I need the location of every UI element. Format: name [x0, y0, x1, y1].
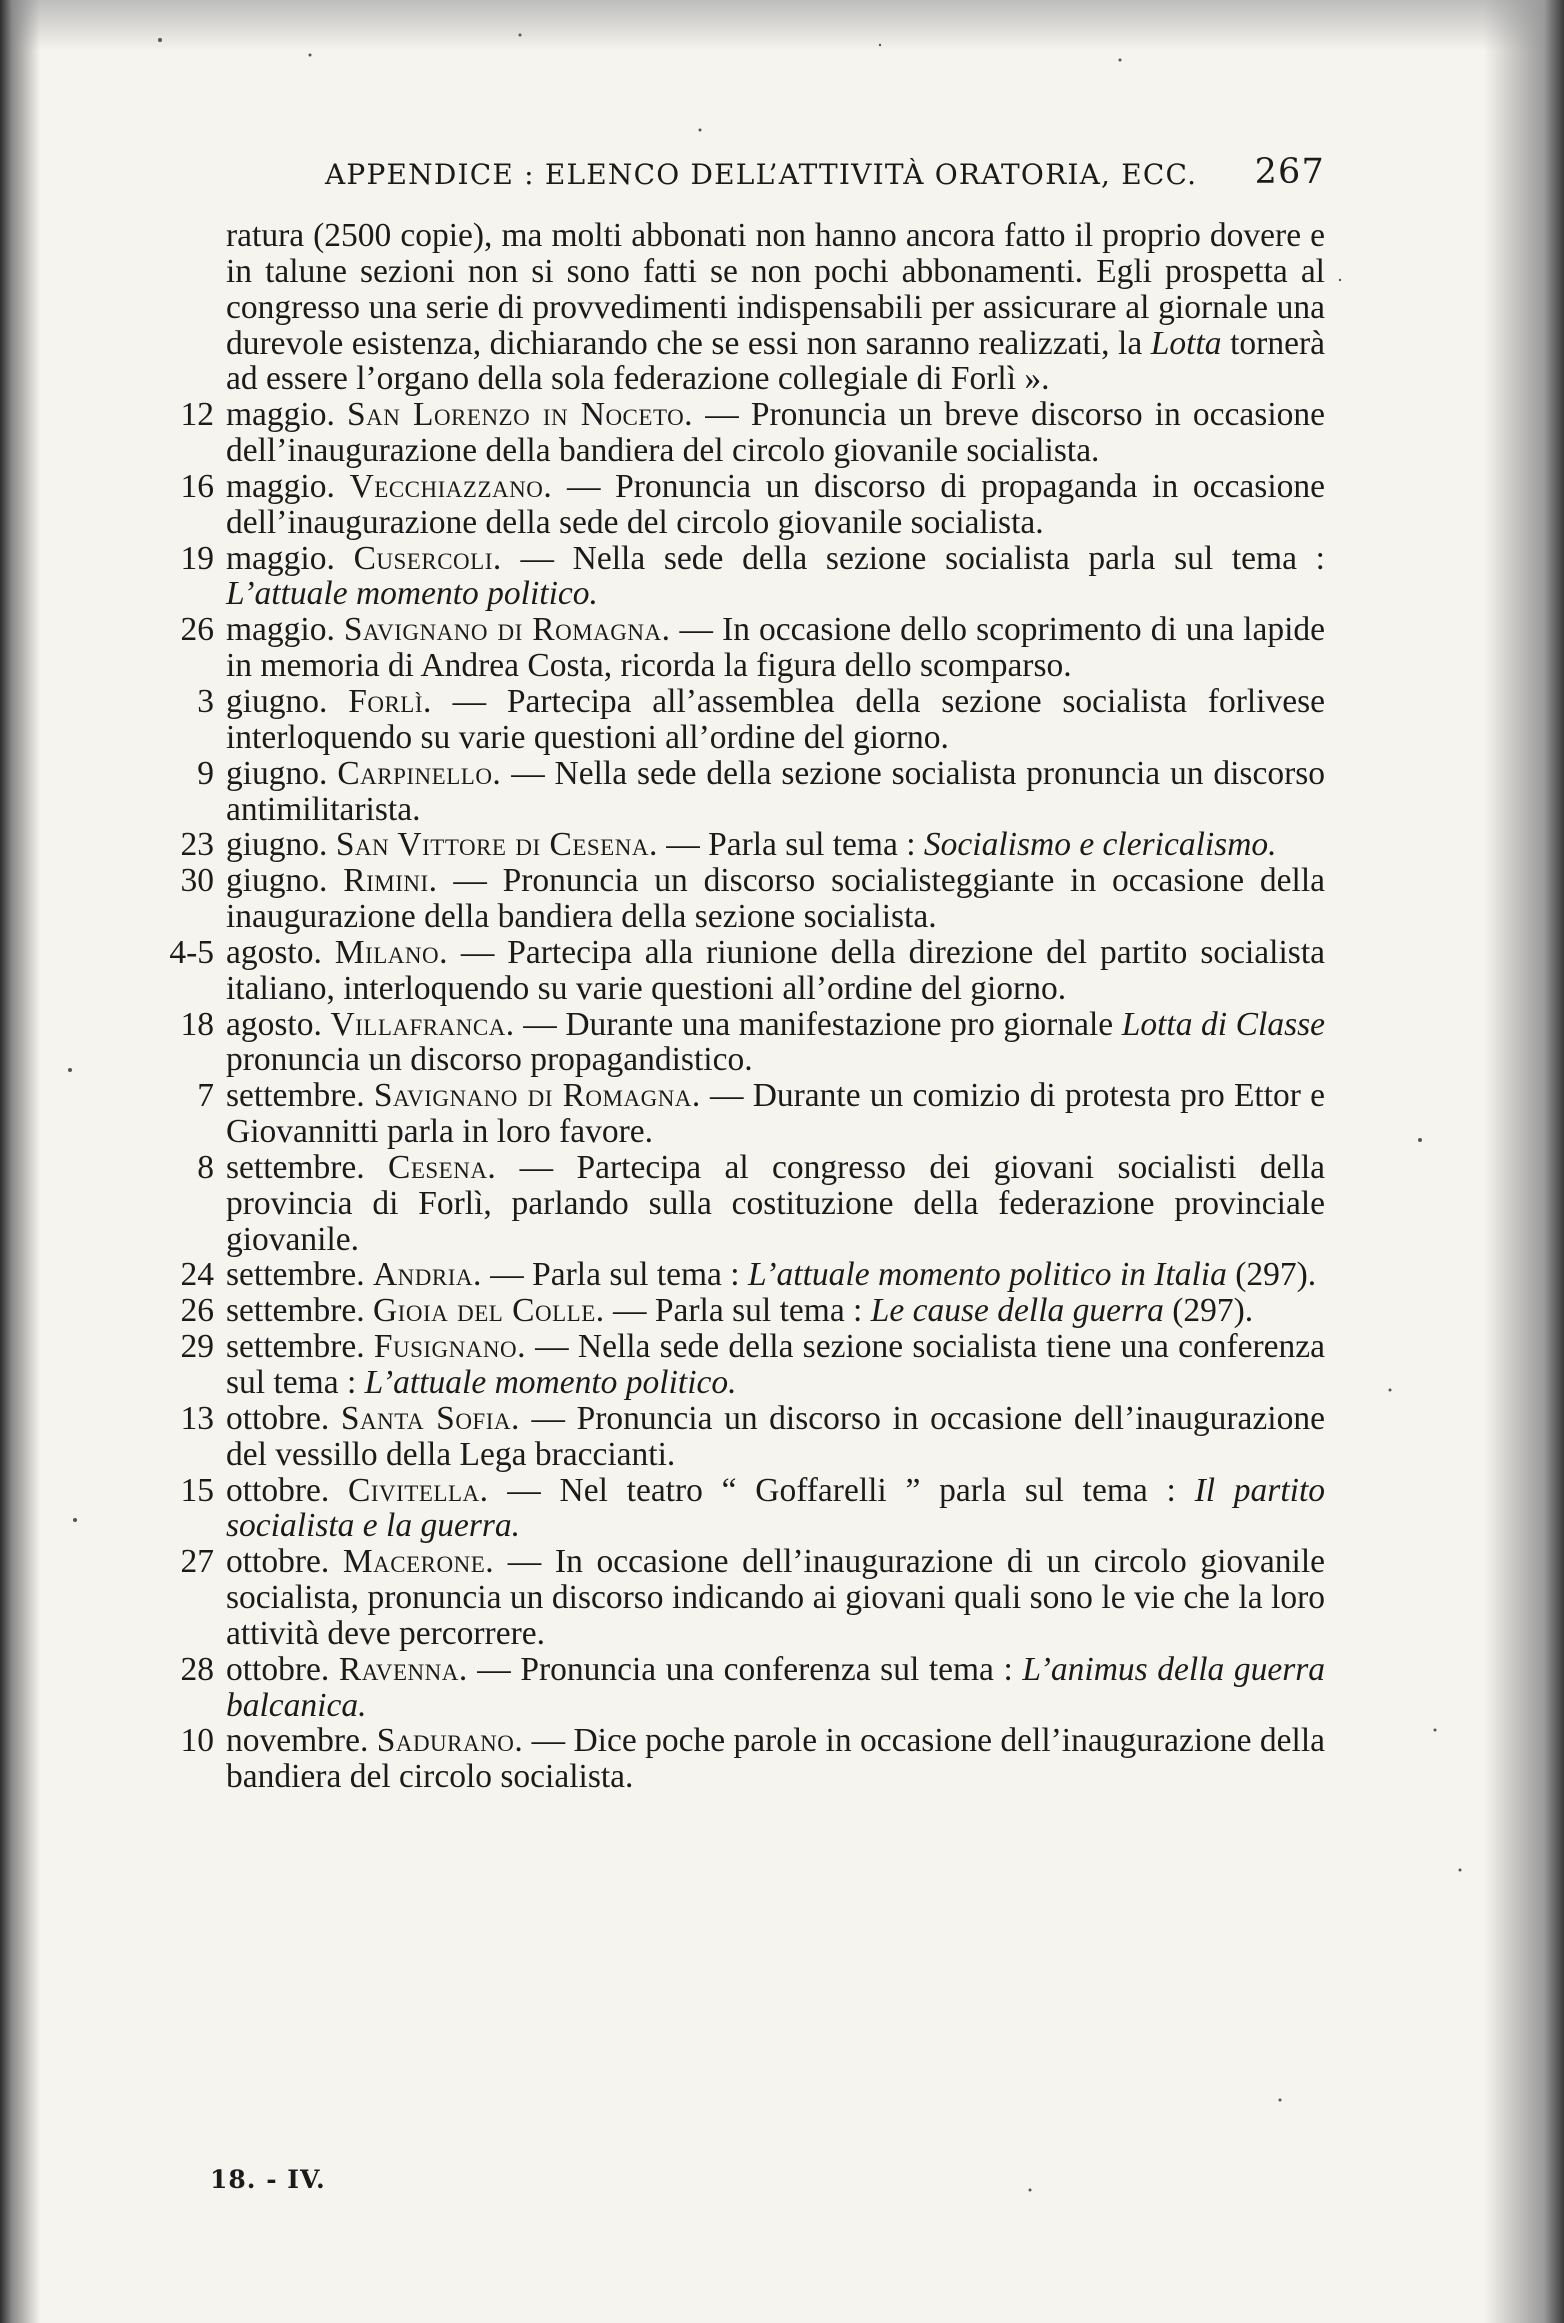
entry-month: settembre. — [226, 1256, 365, 1294]
entry-place: Villafranca. — [330, 1005, 515, 1043]
entry-day: 13 — [180, 1399, 214, 1437]
entry-title: L’attuale momento politico in Italia — [747, 1256, 1227, 1294]
entry-day: 15 — [180, 1471, 214, 1509]
entry-title: L’attuale momento politico. — [364, 1364, 737, 1401]
chronology-entry — [160, 827, 1325, 863]
entry-month: giugno. — [226, 682, 328, 720]
chronology-entry — [160, 1723, 1325, 1795]
entry-place: Fusignano. — [373, 1328, 526, 1366]
chronology-entry — [160, 397, 1325, 469]
running-title: APPENDICE : ELENCO DELL’ATTIVITÀ ORATORIA, ECC. — [325, 158, 1198, 191]
entry-text: — Durante una manifestazione pro giornale — [523, 1005, 1122, 1043]
signature-mark: 18. - IV. — [210, 2165, 326, 2194]
chronology-entry — [160, 863, 1325, 935]
entry-text: — In occasione dell’inaugurazione di un circolo giovanile socialista, pronuncia un discorso indicando ai giovani quali sono le vie che la loro attività deve percorrere. — [226, 1543, 1325, 1652]
entry-text: — Pronuncia un discorso socialisteggiante in occasione della inaugurazione della bandiera della sezione socialista. — [226, 862, 1325, 936]
chronology-entry — [160, 935, 1325, 1007]
chronology-list — [160, 397, 1325, 1795]
entry-day: 10 — [180, 1722, 214, 1760]
entry-month: ottobre. — [226, 1543, 330, 1581]
entry-place: San Vittore di Cesena. — [335, 826, 658, 864]
chronology-entry — [160, 1007, 1325, 1079]
entry-day: 16 — [180, 467, 214, 505]
entry-text: — Pronuncia un breve discorso in occasione dell’inaugurazione della bandiera del circolo giovanile socialista. — [226, 396, 1326, 470]
entry-day: 4-5 — [169, 933, 214, 971]
entry-day: 27 — [180, 1543, 214, 1581]
entry-day: 23 — [180, 826, 214, 864]
entry-day: 9 — [197, 754, 214, 792]
entry-place: Sadurano. — [376, 1722, 524, 1760]
entry-day: 7 — [197, 1077, 214, 1115]
entry-text: — Parla sul tema : — [613, 1292, 871, 1330]
entry-text-tail: pronuncia un discorso propagandistico. — [226, 1041, 753, 1079]
entry-place: Forlì. — [348, 682, 432, 720]
chronology-entry — [160, 1544, 1325, 1652]
entry-title: Il partito socialista e la guerra. — [226, 1471, 1326, 1545]
chronology-entry — [160, 1473, 1325, 1545]
entry-text-tail: (297). — [1226, 1256, 1317, 1294]
chronology-entry — [160, 469, 1325, 541]
entry-day: 19 — [180, 539, 214, 577]
entry-place: Carpinello. — [337, 754, 502, 792]
chronology-entry — [160, 756, 1325, 828]
entry-month: novembre. — [226, 1722, 369, 1760]
entry-day: 18 — [180, 1005, 214, 1043]
entry-place: Savignano di Romagna. — [343, 611, 671, 649]
entry-place: Vecchiazzano. — [349, 467, 553, 505]
entry-text: — Partecipa al congresso dei giovani socialisti della provincia di Forlì, parlando sulla costituzione della federazione provinciale giovanile. — [226, 1148, 1326, 1258]
entry-place: Macerone. — [342, 1543, 495, 1581]
entry-month: agosto. — [226, 933, 322, 971]
entry-place: Andria. — [372, 1256, 482, 1294]
entry-month: giugno. — [226, 826, 328, 864]
entry-month: giugno. — [226, 754, 328, 792]
entry-place: Ravenna. — [338, 1650, 468, 1688]
chronology-entry — [160, 1257, 1325, 1293]
entry-text: — Partecipa alla riunione della direzione del partito socialista italiano, interloquendo su varie questioni all’ordine del giorno. — [226, 933, 1325, 1007]
entry-day: 30 — [180, 862, 214, 900]
chronology-entry — [160, 684, 1325, 756]
page-number: 267 — [1254, 152, 1325, 192]
entry-text: — Nel teatro “ Goffarelli ” parla sul tema : — [507, 1471, 1195, 1509]
entry-title: L’attuale momento politico. — [226, 575, 598, 613]
entry-text: — Pronuncia una conferenza sul tema : — [477, 1650, 1023, 1688]
entry-day: 8 — [197, 1148, 214, 1186]
entry-month: agosto. — [226, 1005, 322, 1043]
entry-place: Santa Sofia. — [340, 1399, 520, 1437]
entry-place: San Lorenzo in Noceto. — [347, 396, 694, 434]
entry-day: 12 — [180, 396, 214, 434]
entry-title: L’animus della guerra balcanica. — [226, 1650, 1326, 1724]
entry-place: Gioia del Colle. — [372, 1292, 605, 1330]
chronology-entry — [160, 1078, 1325, 1150]
entry-month: ottobre. — [226, 1650, 330, 1688]
body-text — [160, 218, 1325, 1795]
chronology-entry — [160, 1652, 1325, 1724]
chronology-entry — [160, 1329, 1325, 1401]
entry-month: settembre. — [226, 1077, 365, 1115]
chronology-entry — [160, 1401, 1325, 1473]
entry-month: settembre. — [226, 1148, 365, 1186]
entry-text: — Pronuncia un discorso in occasione dell’inaugurazione del vessillo della Lega braccianti. — [226, 1399, 1325, 1473]
entry-text: — Parla sul tema : — [666, 826, 924, 864]
entry-title: Le cause della guerra — [870, 1292, 1164, 1330]
entry-month: giugno. — [226, 862, 328, 900]
chronology-entry — [160, 1150, 1325, 1258]
entry-text: — Dice poche parole in occasione dell’inaugurazione della bandiera del circolo socialista. — [226, 1722, 1326, 1796]
entry-month: maggio. — [226, 539, 335, 577]
entry-day: 26 — [180, 1292, 214, 1330]
entry-place: Cusercoli. — [353, 539, 502, 577]
chronology-entry — [160, 1293, 1325, 1329]
entry-text: — Partecipa all’assemblea della sezione socialista forlivese interloquendo su varie questioni all’ordine del giorno. — [226, 682, 1326, 756]
entry-day: 28 — [180, 1650, 214, 1688]
entry-day: 29 — [180, 1328, 214, 1366]
entry-month: settembre. — [226, 1328, 365, 1366]
entry-day: 3 — [197, 682, 214, 720]
entry-month: ottobre. — [226, 1471, 330, 1509]
entry-text: — Nella sede della sezione socialista parla sul tema : — [520, 539, 1325, 577]
entry-place: Milano. — [334, 933, 448, 971]
entry-place: Cesena. — [387, 1148, 497, 1186]
entry-month: maggio. — [226, 611, 335, 649]
entry-month: settembre. — [226, 1292, 365, 1330]
entry-place: Civitella. — [348, 1471, 489, 1509]
entry-month: maggio. — [226, 396, 335, 434]
entry-place: Rimini. — [343, 862, 438, 900]
entry-title: Lotta di Classe — [1121, 1005, 1326, 1043]
entry-title: Socialismo e clericalismo. — [923, 826, 1277, 864]
entry-month: ottobre. — [226, 1399, 330, 1437]
entry-text: — In occasione dello scoprimento di una lapide in memoria di Andrea Costa, ricorda la figura dello scomparso. — [226, 611, 1326, 685]
chronology-entry — [160, 541, 1325, 613]
entry-text: — Pronuncia un discorso di propaganda in occasione dell’inaugurazione della sede del circolo giovanile socialista. — [226, 467, 1326, 541]
entry-place: Savignano di Romagna. — [373, 1077, 701, 1115]
running-header — [325, 152, 1325, 192]
chronology-entry — [160, 612, 1325, 684]
entry-month: maggio. — [226, 467, 335, 505]
entry-text: — Parla sul tema : — [490, 1256, 748, 1294]
entry-text: — Nella sede della sezione socialista pronuncia un discorso antimilitarista. — [226, 754, 1326, 828]
entry-day: 24 — [180, 1256, 214, 1294]
entry-text: — Nella sede della sezione socialista tiene una conferenza sul tema : — [226, 1328, 1326, 1401]
entry-day: 26 — [180, 611, 214, 649]
entry-text-tail: (297). — [1163, 1292, 1254, 1330]
continued-paragraph: ratura (2500 copie), ma molti abbonati non hanno ancora fatto il proprio dovere e in talune sezioni non si sono fatti se non pochi abbonamenti. Egli prospetta al congresso una serie di provvedimenti indispensabili per assicurare al giornale una durevole esistenza, dichiarando che se essi non saranno realizzati, la Lotta tornerà ad essere l’organo della sola federazione collegiale di Forlì ». — [226, 217, 1325, 398]
entry-text: — Durante un comizio di protesta pro Ettor e Giovannitti parla in loro favore. — [226, 1077, 1325, 1151]
